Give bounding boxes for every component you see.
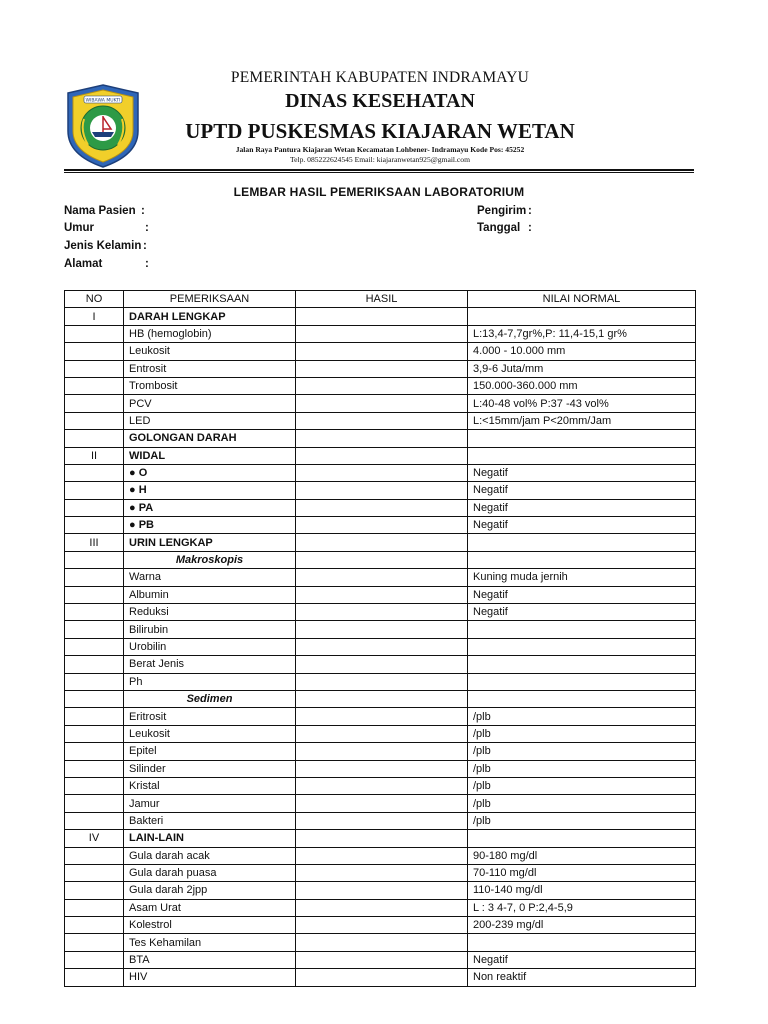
row-number (65, 395, 124, 412)
result-cell (296, 360, 468, 377)
normal-value: Negatif (468, 482, 696, 499)
normal-value (468, 656, 696, 673)
result-cell (296, 464, 468, 481)
result-cell (296, 882, 468, 899)
table-row (65, 899, 696, 916)
exam-name: Bakteri (124, 812, 296, 829)
result-cell (296, 412, 468, 429)
row-number: II (65, 447, 124, 464)
document-title: LEMBAR HASIL PEMERIKSAAN LABORATORIUM (233, 185, 525, 199)
patient-address-label: Alamat (64, 258, 103, 270)
table-row (65, 447, 696, 464)
result-cell (296, 586, 468, 603)
exam-name: Entrosit (124, 360, 296, 377)
exam-name: Albumin (124, 586, 296, 603)
result-cell (296, 447, 468, 464)
result-cell (296, 830, 468, 847)
institution-address: Jalan Raya Pantura Kiajaran Wetan Kecamatan Lohbener- Indramayu Kode Pos: 45252 (235, 145, 525, 154)
row-number (65, 882, 124, 899)
normal-value: Negatif (468, 517, 696, 534)
row-number (65, 360, 124, 377)
exam-name: Sedimen (124, 690, 296, 707)
emblem-motto: WIBAWA MUKTI (85, 98, 121, 104)
row-number: I (65, 308, 124, 325)
exam-name: LAIN-LAIN (124, 830, 296, 847)
row-number (65, 690, 124, 707)
table-row (65, 951, 696, 968)
row-number (65, 621, 124, 638)
result-cell (296, 777, 468, 794)
normal-value (468, 534, 696, 551)
header-no: NO (65, 291, 124, 308)
row-number (65, 917, 124, 934)
exam-name: ● H (124, 482, 296, 499)
normal-value (468, 551, 696, 568)
government-name: PEMERINTAH KABUPATEN INDRAMAYU (230, 69, 530, 86)
normal-value: /plb (468, 777, 696, 794)
table-row (65, 499, 696, 516)
exam-name: Asam Urat (124, 899, 296, 916)
exam-name: Gula darah puasa (124, 864, 296, 881)
result-cell (296, 604, 468, 621)
letterhead-divider (64, 169, 694, 171)
result-cell (296, 482, 468, 499)
row-number (65, 951, 124, 968)
row-number (65, 847, 124, 864)
row-number (65, 934, 124, 951)
row-number (65, 812, 124, 829)
institution-contact: Telp. 085222624545 Email: kiajaranwetan925@gmail.com (289, 155, 471, 164)
exam-name: Epitel (124, 743, 296, 760)
table-row (65, 777, 696, 794)
row-number (65, 464, 124, 481)
patient-age-colon: : (145, 222, 149, 234)
table-row (65, 586, 696, 603)
result-cell (296, 569, 468, 586)
table-row (65, 708, 696, 725)
normal-value (468, 690, 696, 707)
normal-value: L:<15mm/jam P<20mm/Jam (468, 412, 696, 429)
lab-results-table (64, 290, 696, 987)
row-number (65, 969, 124, 986)
table-row (65, 621, 696, 638)
exam-name: Tes Kehamilan (124, 934, 296, 951)
row-number: IV (65, 830, 124, 847)
exam-name: Jamur (124, 795, 296, 812)
table-row (65, 638, 696, 655)
date-label: Tanggal (477, 222, 521, 234)
normal-value (468, 430, 696, 447)
exam-name: WIDAL (124, 447, 296, 464)
exam-name: ● PA (124, 499, 296, 516)
normal-value (468, 673, 696, 690)
row-number (65, 430, 124, 447)
row-number (65, 343, 124, 360)
exam-name: Warna (124, 569, 296, 586)
table-row (65, 934, 696, 951)
result-cell (296, 743, 468, 760)
table-row (65, 343, 696, 360)
institution-name: UPTD PUSKESMAS KIAJARAN WETAN (185, 119, 575, 143)
exam-name: Urobilin (124, 638, 296, 655)
table-row (65, 690, 696, 707)
normal-value: /plb (468, 725, 696, 742)
table-row (65, 412, 696, 429)
normal-value: Negatif (468, 951, 696, 968)
exam-name: HB (hemoglobin) (124, 325, 296, 342)
table-row (65, 725, 696, 742)
header-result: HASIL (296, 291, 468, 308)
normal-value (468, 621, 696, 638)
row-number (65, 864, 124, 881)
table-row (65, 882, 696, 899)
result-cell (296, 969, 468, 986)
table-row (65, 656, 696, 673)
exam-name: DARAH LENGKAP (124, 308, 296, 325)
exam-name: Silinder (124, 760, 296, 777)
row-number (65, 604, 124, 621)
result-cell (296, 708, 468, 725)
table-row (65, 812, 696, 829)
exam-name: URIN LENGKAP (124, 534, 296, 551)
table-row (65, 917, 696, 934)
table-row (65, 847, 696, 864)
normal-value: /plb (468, 760, 696, 777)
table-row (65, 795, 696, 812)
header-normal: NILAI NORMAL (468, 291, 696, 308)
table-row (65, 534, 696, 551)
row-number: III (65, 534, 124, 551)
regency-emblem-icon (64, 83, 142, 169)
table-row (65, 830, 696, 847)
normal-value: 70-110 mg/dl (468, 864, 696, 881)
normal-value: 110-140 mg/dl (468, 882, 696, 899)
exam-name: BTA (124, 951, 296, 968)
normal-value (468, 830, 696, 847)
result-cell (296, 621, 468, 638)
row-number (65, 586, 124, 603)
table-row (65, 517, 696, 534)
result-cell (296, 673, 468, 690)
result-cell (296, 690, 468, 707)
row-number (65, 743, 124, 760)
patient-sex-label: Jenis Kelamin (64, 240, 142, 252)
table-row (65, 864, 696, 881)
exam-name: Reduksi (124, 604, 296, 621)
row-number (65, 499, 124, 516)
department-name: DINAS KESEHATAN (285, 90, 475, 112)
exam-name: ● PB (124, 517, 296, 534)
table-row (65, 395, 696, 412)
result-cell (296, 951, 468, 968)
result-cell (296, 343, 468, 360)
patient-address-colon: : (145, 258, 149, 270)
table-row (65, 360, 696, 377)
normal-value: Negatif (468, 464, 696, 481)
table-row (65, 430, 696, 447)
exam-name: Makroskopis (124, 551, 296, 568)
table-row (65, 308, 696, 325)
result-cell (296, 725, 468, 742)
row-number (65, 777, 124, 794)
result-cell (296, 430, 468, 447)
normal-value: Kuning muda jernih (468, 569, 696, 586)
header-exam: PEMERIKSAAN (124, 291, 296, 308)
normal-value: 90-180 mg/dl (468, 847, 696, 864)
exam-name: ● O (124, 464, 296, 481)
letterhead-divider-thin (64, 172, 694, 173)
normal-value: L : 3 4-7, 0 P:2,4-5,9 (468, 899, 696, 916)
result-cell (296, 517, 468, 534)
normal-value (468, 447, 696, 464)
row-number (65, 638, 124, 655)
result-cell (296, 395, 468, 412)
result-cell (296, 899, 468, 916)
normal-value (468, 934, 696, 951)
normal-value: Negatif (468, 604, 696, 621)
result-cell (296, 760, 468, 777)
result-cell (296, 917, 468, 934)
result-cell (296, 864, 468, 881)
exam-name: Berat Jenis (124, 656, 296, 673)
table-row (65, 743, 696, 760)
letterhead (0, 0, 768, 170)
normal-value (468, 308, 696, 325)
exam-name: PCV (124, 395, 296, 412)
result-cell (296, 847, 468, 864)
table-row (65, 377, 696, 394)
exam-name: HIV (124, 969, 296, 986)
normal-value: Negatif (468, 586, 696, 603)
result-cell (296, 308, 468, 325)
result-cell (296, 934, 468, 951)
result-cell (296, 534, 468, 551)
row-number (65, 517, 124, 534)
result-cell (296, 812, 468, 829)
normal-value: /plb (468, 795, 696, 812)
exam-name: Gula darah 2jpp (124, 882, 296, 899)
normal-value: 200-239 mg/dl (468, 917, 696, 934)
result-cell (296, 325, 468, 342)
row-number (65, 482, 124, 499)
table-row (65, 569, 696, 586)
normal-value: Non reaktif (468, 969, 696, 986)
row-number (65, 708, 124, 725)
normal-value: Negatif (468, 499, 696, 516)
table-row (65, 760, 696, 777)
table-row (65, 551, 696, 568)
result-cell (296, 551, 468, 568)
exam-name: LED (124, 412, 296, 429)
result-cell (296, 377, 468, 394)
exam-name: Kristal (124, 777, 296, 794)
normal-value: 150.000-360.000 mm (468, 377, 696, 394)
normal-value: 3,9-6 Juta/mm (468, 360, 696, 377)
row-number (65, 795, 124, 812)
result-cell (296, 499, 468, 516)
normal-value: L:40-48 vol% P:37 -43 vol% (468, 395, 696, 412)
row-number (65, 656, 124, 673)
table-row (65, 464, 696, 481)
sender-colon: : (528, 205, 532, 217)
exam-name: Leukosit (124, 343, 296, 360)
patient-name-label: Nama Pasien (64, 205, 136, 217)
exam-name: Eritrosit (124, 708, 296, 725)
normal-value: /plb (468, 708, 696, 725)
exam-name: Trombosit (124, 377, 296, 394)
exam-name: Leukosit (124, 725, 296, 742)
row-number (65, 377, 124, 394)
result-cell (296, 656, 468, 673)
row-number (65, 412, 124, 429)
row-number (65, 760, 124, 777)
date-colon: : (528, 222, 532, 234)
exam-name: Gula darah acak (124, 847, 296, 864)
normal-value: /plb (468, 743, 696, 760)
row-number (65, 899, 124, 916)
lab-results-body (65, 308, 696, 986)
normal-value: L:13,4-7,7gr%,P: 11,4-15,1 gr% (468, 325, 696, 342)
table-row (65, 325, 696, 342)
exam-name: Ph (124, 673, 296, 690)
normal-value: 4.000 - 10.000 mm (468, 343, 696, 360)
result-cell (296, 638, 468, 655)
normal-value (468, 638, 696, 655)
normal-value: /plb (468, 812, 696, 829)
row-number (65, 551, 124, 568)
exam-name: GOLONGAN DARAH (124, 430, 296, 447)
table-row (65, 673, 696, 690)
patient-sex-colon: : (143, 240, 147, 252)
row-number (65, 325, 124, 342)
table-row (65, 969, 696, 986)
table-row (65, 482, 696, 499)
patient-name-colon: : (141, 205, 145, 217)
exam-name: Kolestrol (124, 917, 296, 934)
row-number (65, 569, 124, 586)
patient-age-label: Umur (64, 222, 95, 234)
exam-name: Bilirubin (124, 621, 296, 638)
row-number (65, 725, 124, 742)
sender-label: Pengirim (477, 205, 527, 217)
result-cell (296, 795, 468, 812)
row-number (65, 673, 124, 690)
table-header-row (65, 291, 696, 308)
table-row (65, 604, 696, 621)
